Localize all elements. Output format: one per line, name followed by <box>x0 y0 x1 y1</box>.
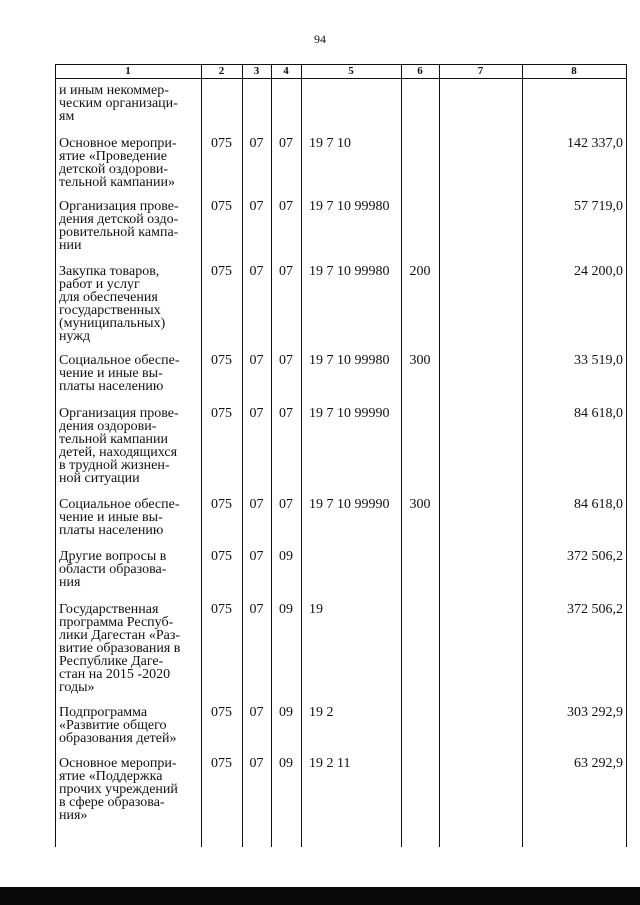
row-vr: 200 <box>409 264 431 279</box>
row-sum: 372 506,2 <box>567 602 623 617</box>
row-ved: 075 <box>211 705 232 720</box>
row-sum: 33 519,0 <box>574 353 623 368</box>
row-ved: 075 <box>211 549 232 564</box>
row-name: и иным некоммер- ческим организаци- ям <box>59 83 178 124</box>
row-csr: 19 2 11 <box>309 756 351 771</box>
row-sum: 63 292,9 <box>574 756 623 771</box>
table-border-right <box>626 65 627 847</box>
row-ved: 075 <box>211 199 232 214</box>
row-csr: 19 7 10 99980 <box>309 199 390 214</box>
header-divider <box>55 78 627 79</box>
row-pr: 07 <box>279 497 293 512</box>
row-name: Подпрограмма «Развитие общего образования детей» <box>59 705 177 746</box>
row-ved: 075 <box>211 756 232 771</box>
row-pr: 09 <box>279 549 293 564</box>
scan-border <box>0 887 640 905</box>
row-ved: 075 <box>211 353 232 368</box>
row-name: Организация прове- дения оздорови- тельной кампании детей, находящихся в трудной жизнен- ной ситуации <box>59 406 179 486</box>
row-sum: 303 292,9 <box>567 705 623 720</box>
row-pr: 07 <box>279 264 293 279</box>
row-rz: 07 <box>249 406 264 421</box>
table-border-left <box>55 65 56 847</box>
row-pr: 07 <box>279 199 293 214</box>
row-rz: 07 <box>249 353 264 368</box>
column-header-6: 6 <box>417 65 423 77</box>
row-pr: 09 <box>279 756 293 771</box>
column-header-1: 1 <box>125 65 131 77</box>
row-name: Государственная программа Респуб- лики Дагестан «Раз- витие образования в Республике Даге- стан на 2015 -2020 годы» <box>59 602 181 695</box>
column-divider <box>301 65 302 847</box>
row-vr: 300 <box>409 353 431 368</box>
row-name: Основное меропри- ятие «Проведение детской оздорови- тельной кампании» <box>59 136 177 190</box>
row-rz: 07 <box>249 602 264 617</box>
row-ved: 075 <box>211 136 232 151</box>
row-sum: 57 719,0 <box>574 199 623 214</box>
row-pr: 07 <box>279 406 293 421</box>
budget-table <box>55 64 627 847</box>
column-header-2: 2 <box>218 65 225 77</box>
row-ved: 075 <box>211 264 232 279</box>
row-csr: 19 7 10 99980 <box>309 353 390 368</box>
row-csr: 19 <box>309 602 323 617</box>
row-name: Социальное обеспе- чение и иные вы- платы населению <box>59 497 180 538</box>
column-divider <box>439 65 440 847</box>
row-csr: 19 2 <box>309 705 334 720</box>
column-header-5: 5 <box>348 65 354 77</box>
row-csr: 19 7 10 <box>309 136 351 151</box>
column-divider <box>242 65 243 847</box>
row-name: Закупка товаров, работ и услуг для обеспечения государственных (муниципальных) нужд <box>59 264 166 344</box>
column-divider <box>522 65 523 847</box>
row-rz: 07 <box>249 549 264 564</box>
row-name: Социальное обеспе- чение и иные вы- платы населению <box>59 353 180 394</box>
row-vr: 300 <box>409 497 431 512</box>
row-name: Основное меропри- ятие «Поддержка прочих учреждений в сфере образова- ния» <box>59 756 178 823</box>
row-pr: 07 <box>279 353 293 368</box>
row-pr: 09 <box>279 602 293 617</box>
column-divider <box>401 65 402 847</box>
row-ved: 075 <box>211 497 232 512</box>
row-rz: 07 <box>249 136 264 151</box>
row-rz: 07 <box>249 199 264 214</box>
column-header-4: 4 <box>283 65 289 77</box>
column-header-7: 7 <box>477 65 484 77</box>
page-number: 94 <box>314 32 326 46</box>
row-csr: 19 7 10 99980 <box>309 264 390 279</box>
column-divider <box>271 65 272 847</box>
row-name: Другие вопросы в области образова- ния <box>59 549 167 590</box>
row-sum: 142 337,0 <box>567 136 623 151</box>
row-pr: 09 <box>279 705 293 720</box>
row-rz: 07 <box>249 497 264 512</box>
column-header-8: 8 <box>571 65 577 77</box>
row-rz: 07 <box>249 756 264 771</box>
row-csr: 19 7 10 99990 <box>309 497 390 512</box>
row-rz: 07 <box>249 705 264 720</box>
row-sum: 372 506,2 <box>567 549 623 564</box>
row-sum: 84 618,0 <box>574 406 623 421</box>
row-rz: 07 <box>249 264 264 279</box>
column-header-3: 3 <box>253 65 260 77</box>
row-ved: 075 <box>211 406 232 421</box>
row-ved: 075 <box>211 602 232 617</box>
row-sum: 84 618,0 <box>574 497 623 512</box>
row-sum: 24 200,0 <box>574 264 623 279</box>
row-name: Организация прове- дения детской оздо- ровительной кампа- нии <box>59 199 179 253</box>
row-csr: 19 7 10 99990 <box>309 406 390 421</box>
row-pr: 07 <box>279 136 293 151</box>
